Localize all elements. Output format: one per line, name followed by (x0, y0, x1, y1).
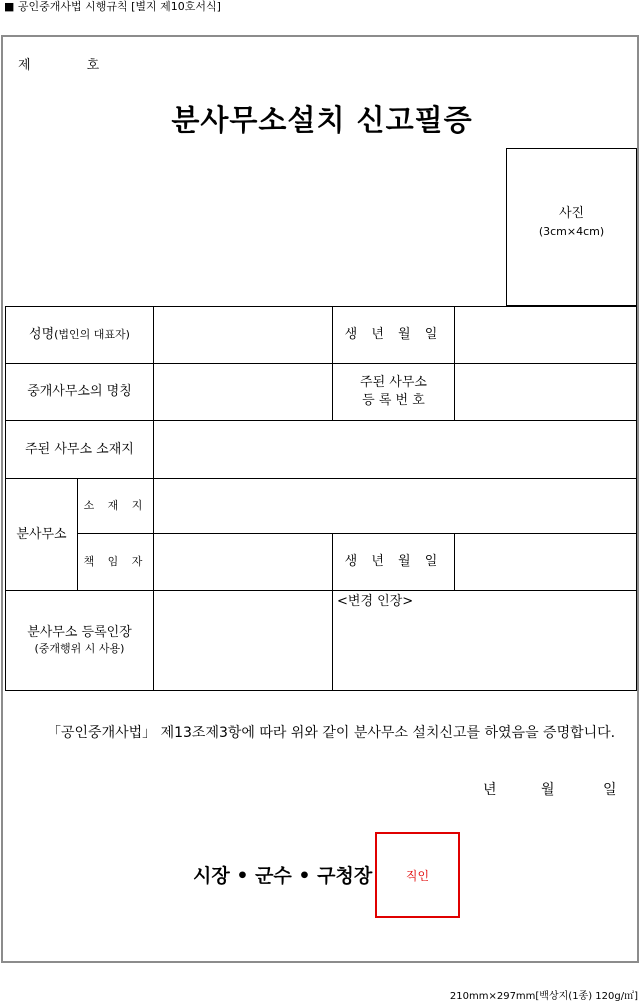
name-sublabel: (법인의 대표자) (54, 328, 130, 342)
office-name-label: 중개사무소의 명칭 (27, 384, 132, 400)
name-value-cell (153, 306, 333, 364)
office-name-label-cell (5, 363, 154, 421)
office-name-value-cell (153, 363, 333, 421)
paper-spec: 210mm×297mm[백상지(1종) 120g/㎡] (449, 991, 638, 1002)
seal-value-cell (153, 590, 333, 691)
official-seal-box (375, 832, 460, 918)
date-year: 년 (483, 782, 497, 798)
date-day: 일 (603, 782, 617, 798)
form-reference: ■ 공인중개사법 시행규칙 [별지 제10호서식] (4, 0, 221, 13)
document-title: 분사무소설치 신고필증 (171, 103, 473, 137)
branch-label-cell (5, 478, 78, 591)
main-location-label: 주된 사무소 소재지 (25, 441, 134, 457)
certification-statement: 「공인중개사법」 제13조제3항에 따라 위와 같이 분사무소 설치신고를 하였음을 증명합니다. (47, 725, 616, 741)
photo-box (506, 148, 637, 306)
seal-label-cell (5, 590, 154, 691)
main-reg-label-cell (332, 363, 455, 421)
document-number (18, 54, 99, 73)
name-label: 성명 (29, 327, 55, 343)
signer-title: 시장 • 군수 • 구청장 (193, 865, 373, 887)
main-reg-value-cell (454, 363, 637, 421)
branch-location-label: 소 재 지 (83, 498, 148, 512)
main-location-value-cell (153, 420, 637, 479)
main-location-label-cell (5, 420, 154, 479)
main-reg-label-1: 주된 사무소 (360, 375, 427, 391)
seal-label-1: 분사무소 등록인장 (27, 625, 132, 641)
change-seal-cell (332, 590, 637, 691)
change-seal-label: <변경 인장> (337, 594, 414, 609)
birth-label: 생 년 월 일 (344, 327, 443, 343)
branch-birth-label-cell (332, 533, 455, 591)
branch-location-label-cell (77, 478, 154, 534)
birth-label-cell (332, 306, 455, 364)
branch-manager-label: 책 임 자 (83, 554, 148, 568)
branch-manager-label-cell (77, 533, 154, 591)
main-reg-label-2: 등 록 번 호 (362, 393, 425, 408)
photo-size: (3cm×4cm) (538, 225, 605, 238)
branch-location-value-cell (153, 478, 637, 534)
official-seal-label: 직인 (405, 868, 430, 883)
branch-manager-value-cell (153, 533, 333, 591)
date-month: 월 (541, 782, 555, 798)
seal-label-2: (중개행위 시 사용) (34, 641, 125, 655)
doc-number-ho: 호 (86, 58, 100, 73)
branch-birth-value-cell (454, 533, 637, 591)
branch-birth-label: 생 년 월 일 (344, 554, 443, 570)
branch-label: 분사무소 (16, 526, 67, 542)
doc-number-je: 제 (18, 58, 31, 73)
birth-value-cell (454, 306, 637, 364)
name-label-cell (5, 306, 154, 364)
photo-label: 사진 (558, 206, 585, 221)
